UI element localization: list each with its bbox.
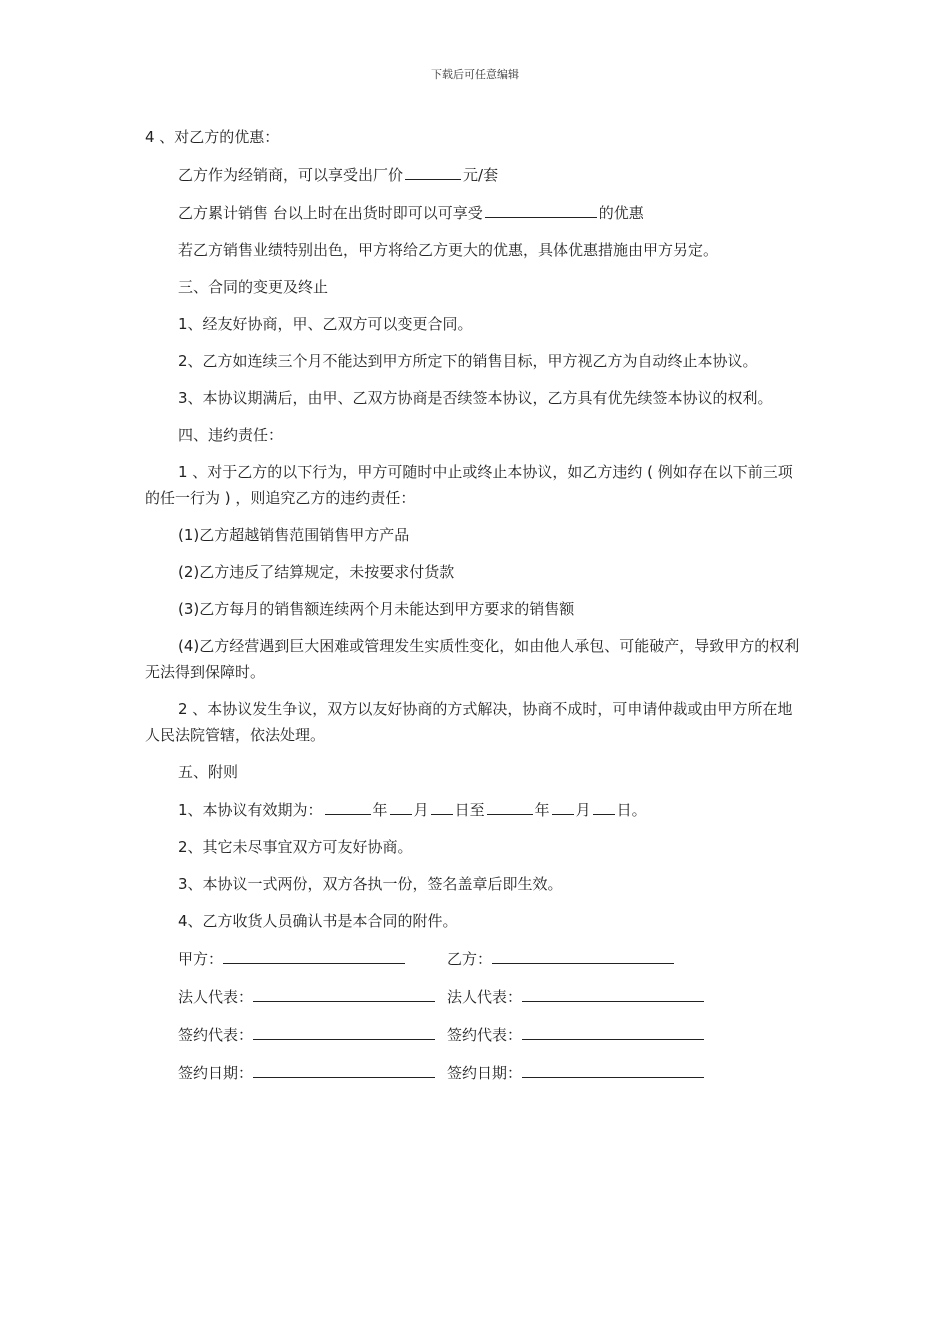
offer-price-line [145, 161, 805, 188]
signature-row-party [178, 945, 805, 972]
sign-rep-b-line[interactable] [522, 1021, 704, 1040]
appendix-item: 2、其它未尽事宜双方可友好协商。 [178, 838, 413, 856]
validity-month2-label: 月 [575, 801, 591, 819]
signature-row-sign-date [178, 1059, 805, 1086]
validity-year2-label: 年 [534, 801, 550, 819]
signature-row-legal-rep [178, 983, 805, 1010]
breach-sub-item: (2)乙方违反了结算规定，未按要求付货款 [178, 563, 455, 581]
party-a-signature-line[interactable] [223, 945, 405, 964]
breach-sub-item: (1)乙方超越销售范围销售甲方产品 [178, 526, 410, 544]
end-year-blank[interactable] [487, 796, 533, 815]
change-section-title: 三、合同的变更及终止 [178, 278, 329, 296]
party-a-pair [178, 945, 447, 972]
breach-section-title: 四、违约责任： [178, 426, 284, 444]
sign-rep-a-line[interactable] [253, 1021, 435, 1040]
end-month-blank[interactable] [552, 796, 574, 815]
price-blank[interactable] [405, 161, 461, 180]
discount-blank[interactable] [485, 199, 597, 218]
offer-price-text: 乙方作为经销商，可以享受出厂价 [178, 166, 404, 184]
offer-volume-line [145, 199, 805, 226]
change-item: 1、经友好协商，甲、乙双方可以变更合同。 [178, 315, 473, 333]
sign-rep-b-pair [447, 1021, 704, 1048]
validity-year-label: 年 [372, 801, 388, 819]
party-b-signature-line[interactable] [492, 945, 674, 964]
sign-rep-a-pair [178, 1021, 447, 1048]
sign-date-a-label: 签约日期： [178, 1064, 254, 1082]
party-b-pair [447, 945, 674, 972]
sign-date-b-line[interactable] [522, 1059, 704, 1078]
legal-rep-b-pair [447, 983, 704, 1010]
validity-day-end-label: 日。 [616, 801, 647, 819]
breach-dispute: 2 、本协议发生争议，双方以友好协商的方式解决，协商不成时，可申请仲裁或由甲方所在地人民法院管辖，依法处理。 [145, 700, 793, 744]
sign-rep-a-label: 签约代表： [178, 1026, 254, 1044]
validity-day-to-label: 日至 [454, 801, 485, 819]
contract-body [145, 124, 805, 1097]
sign-rep-b-label: 签约代表： [447, 1026, 523, 1044]
party-b-label: 乙方： [447, 950, 493, 968]
end-day-blank[interactable] [593, 796, 615, 815]
validity-line [145, 796, 805, 823]
validity-month-label: 月 [413, 801, 429, 819]
start-year-blank[interactable] [325, 796, 371, 815]
sign-date-a-line[interactable] [253, 1059, 435, 1078]
breach-intro: 1 、对于乙方的以下行为，甲方可随时中止或终止本协议，如乙方违约 ( 例如存在以下前三项的任一行为 ) ，则追究乙方的违约责任： [145, 463, 793, 507]
legal-rep-b-label: 法人代表： [447, 988, 523, 1006]
legal-rep-a-label: 法人代表： [178, 988, 254, 1006]
party-a-label: 甲方： [178, 950, 224, 968]
offer-price-unit: 元/套 [463, 166, 499, 184]
sign-date-a-pair [178, 1059, 447, 1086]
appendix-item: 4、乙方收货人员确认书是本合同的附件。 [178, 912, 458, 930]
appendix-item: 3、本协议一式两份，双方各执一份，签名盖章后即生效。 [178, 875, 563, 893]
legal-rep-a-pair [178, 983, 447, 1010]
change-item: 3、本协议期满后，由甲、乙双方协商是否续签本协议，乙方具有优先续签本协议的权利。 [178, 389, 773, 407]
legal-rep-b-line[interactable] [522, 983, 704, 1002]
sign-date-b-pair [447, 1059, 704, 1086]
change-item: 2、乙方如连续三个月不能达到甲方所定下的销售目标，甲方视乙方为自动终止本协议。 [178, 352, 758, 370]
header-note: 下载后可任意编辑 [431, 68, 519, 81]
breach-sub-item: (3)乙方每月的销售额连续两个月未能达到甲方要求的销售额 [178, 600, 575, 618]
signature-row-sign-rep [178, 1021, 805, 1048]
start-day-blank[interactable] [431, 796, 453, 815]
offer-volume-suffix: 的优惠 [598, 204, 644, 222]
start-month-blank[interactable] [390, 796, 412, 815]
offer-extra-line: 若乙方销售业绩特别出色，甲方将给乙方更大的优惠，具体优惠措施由甲方另定。 [178, 241, 719, 259]
validity-prefix: 1、本协议有效期为： [178, 801, 323, 819]
offer-section-title: 4 、对乙方的优惠： [145, 128, 280, 146]
breach-sub-item: (4)乙方经营遇到巨大困难或管理发生实质性变化，如由他人承包、可能破产，导致甲方的权利无法得到保障时。 [145, 637, 800, 681]
offer-volume-text: 乙方累计销售 台以上时在出货时即可以可享受 [178, 204, 483, 222]
legal-rep-a-line[interactable] [253, 983, 435, 1002]
appendix-section-title: 五、附则 [178, 763, 239, 781]
sign-date-b-label: 签约日期： [447, 1064, 523, 1082]
